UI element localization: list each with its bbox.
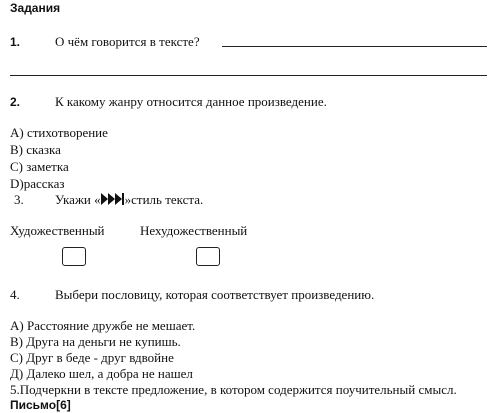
- question-1-answer-line-2[interactable]: [10, 75, 487, 76]
- question-3-text-start: Укажи «: [55, 192, 101, 207]
- question-4-text: Выбери пословицу, которая соответствует произведению.: [55, 287, 375, 302]
- question-2-option-c: С) заметка: [10, 159, 69, 174]
- question-4-number: 4.: [10, 287, 20, 302]
- question-4-option-d: Д) Далеко шел, а добра не нашел: [10, 366, 193, 381]
- fast-forward-icon: [101, 193, 125, 208]
- choice-nonfiction-label: Нехудожественный: [140, 223, 248, 238]
- section-title: Задания: [10, 1, 61, 15]
- question-2-number: 2.: [10, 95, 21, 109]
- question-6-text: Письмо[6]: [10, 398, 71, 412]
- question-4-option-a: А) Расстояние дружбе не мешает.: [10, 318, 196, 333]
- question-1-answer-line-1[interactable]: [222, 46, 487, 47]
- question-3-text: [55, 192, 203, 208]
- question-1-number: 1.: [10, 35, 21, 49]
- question-2-option-a: А) стихотворение: [10, 125, 108, 140]
- question-4-option-c: С) Друг в беде - друг вдвойне: [10, 350, 174, 365]
- question-5-text: 5.Подчеркни в тексте предложение, в котором содержится поучительный смысл.: [10, 382, 457, 397]
- choice-nonfiction-checkbox[interactable]: [196, 247, 220, 266]
- question-1-text: О чём говорится в тексте?: [55, 34, 200, 49]
- question-3-text-end: »стиль текста.: [124, 192, 204, 207]
- question-3-number: 3.: [14, 192, 24, 207]
- choice-fiction-label: Художественный: [10, 223, 105, 238]
- question-2-text: К какому жанру относится данное произведение.: [55, 94, 327, 109]
- question-4-option-b: В) Друга на деньги не купишь.: [10, 334, 181, 349]
- choice-fiction-checkbox[interactable]: [62, 247, 86, 266]
- question-2-option-b: В) сказка: [10, 142, 61, 157]
- question-2-option-d: D)рассказ: [10, 176, 65, 191]
